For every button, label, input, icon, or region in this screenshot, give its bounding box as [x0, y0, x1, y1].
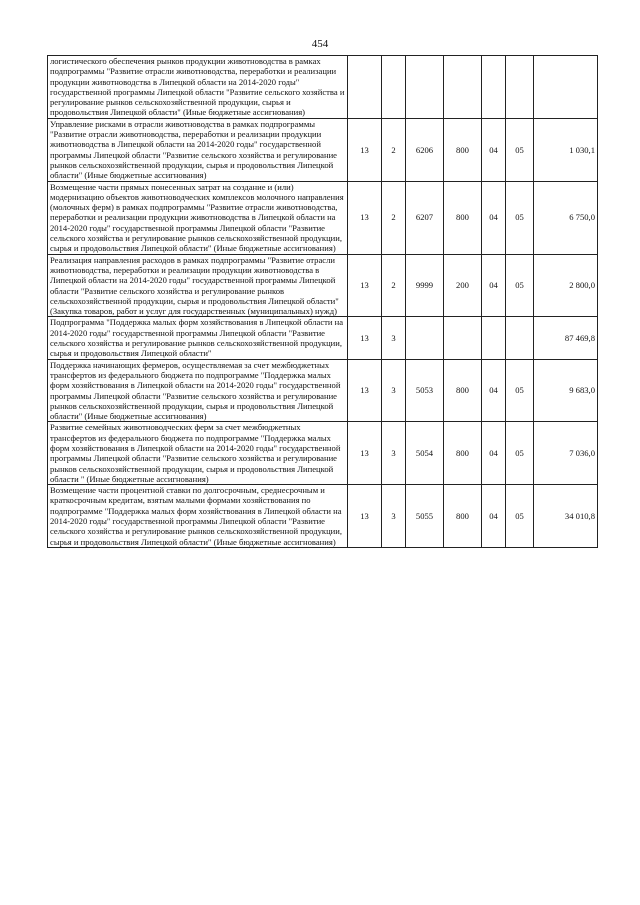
- expense-type-cell: 800: [444, 359, 482, 422]
- table-row: [48, 118, 598, 181]
- row-name-cell: Возмещение части прямых понесенных затрат на создание и (или) модернизацию объектов животноводческих комплексов молочного направления (молочных ферм) в рамках подпрограммы "Развитие отрасли животноводства, переработки и реализации продукции животноводства в Липецкой области на 2014-2020 годы" государственной программы Липецкой области "Развитие сельского хозяйства и регулирование рынков сельскохозяйственной продукции, сырья и продовольствия Липецкой области" (Иные бюджетные ассигнования): [48, 181, 348, 254]
- amount-cell: 87 469,8: [534, 317, 598, 359]
- page-number: 454: [311, 38, 329, 50]
- section-code-cell: 04: [482, 422, 506, 485]
- row-name-cell: Возмещение части процентной ставки по долгосрочным, среднесрочным и краткосрочным кредитам, взятым малыми формами хозяйствования по подпрограмме "Поддержка малых форм хозяйствования в Липецкой области на 2014-2020 годы" государственной программы Липецкой области "Развитие сельского хозяйства и регулирование рынков сельскохозяйственной продукции, сырья и продовольствия Липецкой области" (Иные бюджетные ассигнования): [48, 485, 348, 548]
- section-code-cell: [482, 317, 506, 359]
- row-name-cell: Подпрограмма "Поддержка малых форм хозяйствования в Липецкой области на 2014-2020 годы" государственной программы Липецкой области "Развитие сельского хозяйства и регулирование рынков сельскохозяйственной продукции, сырья и продовольствия Липецкой области": [48, 317, 348, 359]
- section-code-cell: 04: [482, 485, 506, 548]
- amount-cell: 9 683,0: [534, 359, 598, 422]
- section-code-cell: 04: [482, 181, 506, 254]
- amount-cell: [534, 56, 598, 119]
- table-row: [48, 317, 598, 359]
- row-name-cell: Развитие семейных животноводческих ферм за счет межбюджетных трансфертов из федерального бюджета по подпрограмме "Поддержка малых форм хозяйствования в Липецкой области на 2014-2020 годы" государственной программы Липецкой области "Развитие сельского хозяйства и регулирование рынков сельскохозяйственной продукции, сырья и продовольствия Липецкой области " (Иные бюджетные ассигнования): [48, 422, 348, 485]
- subprogram-code-cell: 2: [382, 254, 406, 317]
- amount-cell: 1 030,1: [534, 118, 598, 181]
- subsection-code-cell: 05: [506, 359, 534, 422]
- direction-code-cell: [406, 317, 444, 359]
- subprogram-code-cell: 2: [382, 118, 406, 181]
- expense-type-cell: 800: [444, 485, 482, 548]
- subsection-code-cell: 05: [506, 181, 534, 254]
- subprogram-code-cell: 3: [382, 422, 406, 485]
- direction-code-cell: 9999: [406, 254, 444, 317]
- amount-cell: 2 800,0: [534, 254, 598, 317]
- direction-code-cell: 5054: [406, 422, 444, 485]
- amount-cell: 6 750,0: [534, 181, 598, 254]
- table-row: [48, 359, 598, 422]
- section-code-cell: 04: [482, 254, 506, 317]
- table-row: [48, 56, 598, 119]
- subprogram-code-cell: 3: [382, 359, 406, 422]
- subprogram-code-cell: 3: [382, 485, 406, 548]
- program-code-cell: [348, 56, 382, 119]
- table-row: [48, 485, 598, 548]
- row-name-cell: Управление рисками в отрасли животноводства в рамках подпрограммы "Развитие отрасли животноводства, переработки и реализации продукции животноводства в Липецкой области на 2014-2020 годы" государственной программы Липецкой области "Развитие сельского хозяйства и регулирование рынков сельскохозяйственной продукции, сырья и продовольствия Липецкой области" (Иные бюджетные ассигнования): [48, 118, 348, 181]
- table-row: [48, 181, 598, 254]
- section-code-cell: [482, 56, 506, 119]
- expense-type-cell: 800: [444, 181, 482, 254]
- expense-type-cell: 800: [444, 422, 482, 485]
- subsection-code-cell: [506, 317, 534, 359]
- program-code-cell: 13: [348, 254, 382, 317]
- row-name-cell: Реализация направления расходов в рамках подпрограммы "Развитие отрасли животноводства, переработки и реализации продукции животноводства в Липецкой области на 2014-2020 годы" государственной программы Липецкой области "Развитие сельского хозяйства и регулирование рынков сельскохозяйственной продукции, сырья и продовольствия Липецкой области" (Закупка товаров, работ и услуг для государственных (муниципальных) нужд): [48, 254, 348, 317]
- expense-type-cell: 200: [444, 254, 482, 317]
- subsection-code-cell: 05: [506, 118, 534, 181]
- subsection-code-cell: 05: [506, 422, 534, 485]
- row-name-cell: Поддержка начинающих фермеров, осуществляемая за счет межбюджетных трансфертов из федерального бюджета по подпрограмме "Поддержка малых форм хозяйствования в Липецкой области на 2014-2020 годы" государственной программы Липецкой области "Развитие сельского хозяйства и регулирование рынков сельскохозяйственной продукции, сырья и продовольствия Липецкой области" (Иные бюджетные ассигнования): [48, 359, 348, 422]
- subsection-code-cell: 05: [506, 254, 534, 317]
- program-code-cell: 13: [348, 317, 382, 359]
- program-code-cell: 13: [348, 485, 382, 548]
- direction-code-cell: [406, 56, 444, 119]
- program-code-cell: 13: [348, 181, 382, 254]
- program-code-cell: 13: [348, 359, 382, 422]
- section-code-cell: 04: [482, 118, 506, 181]
- table-row: [48, 422, 598, 485]
- amount-cell: 34 010,8: [534, 485, 598, 548]
- section-code-cell: 04: [482, 359, 506, 422]
- subprogram-code-cell: [382, 56, 406, 119]
- program-code-cell: 13: [348, 422, 382, 485]
- row-name-cell: логистического обеспечения рынков продукции животноводства в рамках подпрограммы "Развитие отрасли животноводства, переработки и реализации продукции животноводства в Липецкой области на 2014-2020 годы" государственной программы Липецкой области "Развитие сельского хозяйства и регулирование рынков сельскохозяйственной продукции, сырья и продовольствия Липецкой области" (Иные бюджетные ассигнования): [48, 56, 348, 119]
- expense-type-cell: [444, 317, 482, 359]
- table-row: [48, 254, 598, 317]
- budget-table-body: [48, 56, 598, 548]
- amount-cell: 7 036,0: [534, 422, 598, 485]
- direction-code-cell: 5055: [406, 485, 444, 548]
- subsection-code-cell: 05: [506, 485, 534, 548]
- budget-table: [47, 55, 598, 548]
- subprogram-code-cell: 3: [382, 317, 406, 359]
- direction-code-cell: 6206: [406, 118, 444, 181]
- expense-type-cell: 800: [444, 118, 482, 181]
- subprogram-code-cell: 2: [382, 181, 406, 254]
- subsection-code-cell: [506, 56, 534, 119]
- direction-code-cell: 6207: [406, 181, 444, 254]
- expense-type-cell: [444, 56, 482, 119]
- direction-code-cell: 5053: [406, 359, 444, 422]
- program-code-cell: 13: [348, 118, 382, 181]
